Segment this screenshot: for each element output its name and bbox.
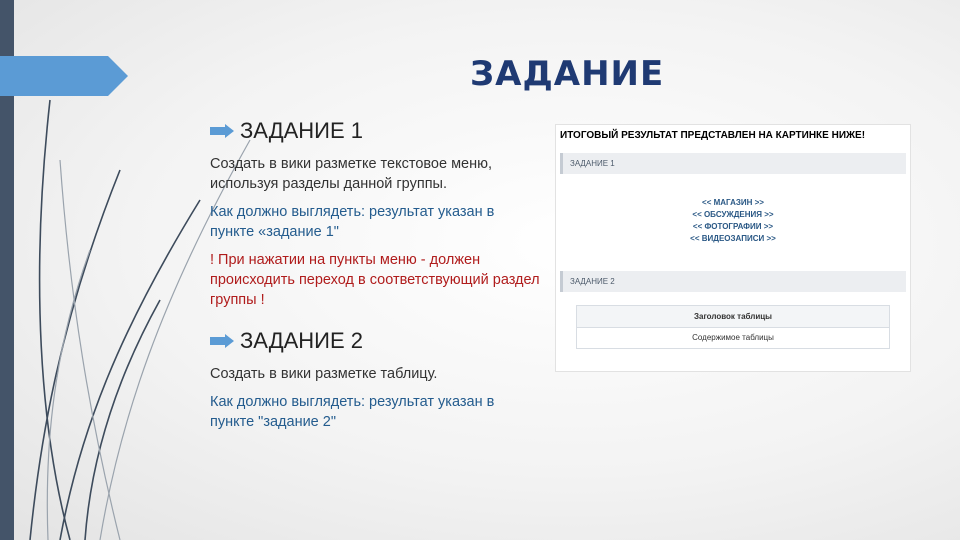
arrow-tab-shape <box>0 56 128 96</box>
task2-heading <box>210 328 540 354</box>
screenshot-section-2: ЗАДАНИЕ 2 <box>560 271 906 292</box>
screenshot-section-1: ЗАДАНИЕ 1 <box>560 153 906 174</box>
result-screenshot <box>555 124 911 372</box>
wiki-menu <box>556 197 910 245</box>
arrow-bullet-icon <box>210 124 234 138</box>
task1-hint: Как должно выглядеть: результат указан в пункте «задание 1" <box>210 204 495 240</box>
table-header: Заголовок таблицы <box>577 306 889 328</box>
task2-text: Создать в вики разметке таблицу. <box>210 366 438 382</box>
slide-title: ЗАДАНИЕ <box>470 54 665 94</box>
table-cell: Содержимое таблицы <box>692 333 774 342</box>
arrow-bullet-icon <box>210 334 234 348</box>
menu-item-shop[interactable]: << МАГАЗИН >> <box>702 198 764 207</box>
task1-heading-label: ЗАДАНИЕ 1 <box>240 118 363 143</box>
task1-warning: ! При нажатии на пункты меню - должен происходить переход в соответствующий раздел группы ! <box>210 252 540 308</box>
screenshot-heading: ИТОГОВЫЙ РЕЗУЛЬТАТ ПРЕДСТАВЛЕН НА КАРТИНКЕ НИЖЕ! <box>560 130 866 141</box>
task-content <box>210 118 540 440</box>
task2-heading-label: ЗАДАНИЕ 2 <box>240 328 363 353</box>
menu-item-photos[interactable]: << ФОТОГРАФИИ >> <box>692 222 774 231</box>
menu-item-discussions[interactable]: << ОБСУЖДЕНИЯ >> <box>692 210 774 219</box>
task2-hint: Как должно выглядеть: результат указан в пункте "задание 2" <box>210 394 495 430</box>
menu-item-videos[interactable]: << ВИДЕОЗАПИСИ >> <box>690 234 776 243</box>
task1-text: Создать в вики разметке текстовое меню, используя разделы данной группы. <box>210 156 493 192</box>
wiki-table <box>576 305 890 349</box>
task1-heading <box>210 118 540 144</box>
